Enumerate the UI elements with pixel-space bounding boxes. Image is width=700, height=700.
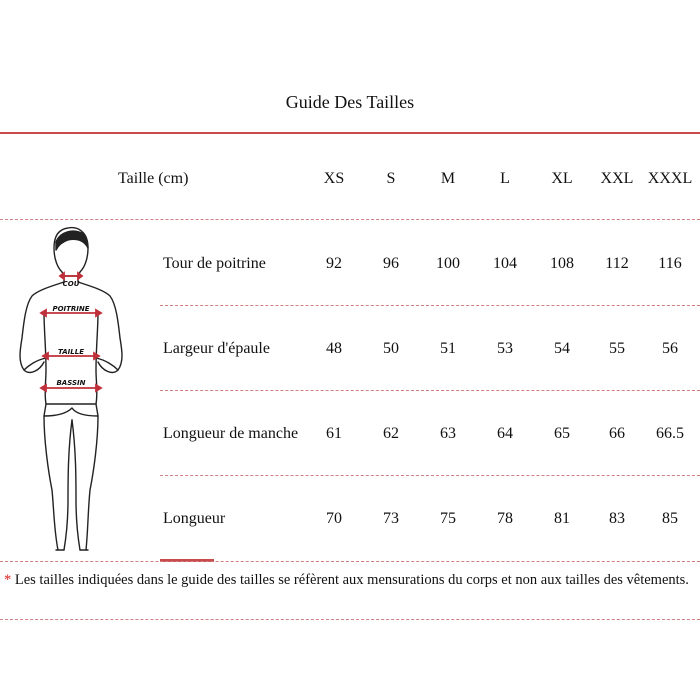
- measurement-value: 70: [326, 510, 342, 527]
- footnote-star: *: [4, 572, 12, 588]
- measurement-value: 108: [550, 255, 574, 272]
- measurement-value: 81: [554, 510, 570, 527]
- body-measurement-figure: [6, 220, 136, 565]
- measurement-value: 64: [497, 425, 513, 442]
- measurement-label: Largeur d'épaule: [163, 340, 270, 357]
- title-divider: [0, 132, 700, 134]
- body-outline-icon: [6, 220, 136, 565]
- measurement-value: 92: [326, 255, 342, 272]
- measurement-value: 112: [605, 255, 629, 272]
- measurement-value: 50: [383, 340, 399, 357]
- measurement-value: 78: [497, 510, 513, 527]
- page-title: Guide Des Tailles: [285, 92, 415, 112]
- size-header-label: Taille (cm): [118, 170, 189, 187]
- size-header-cell: XS: [323, 170, 345, 187]
- footnote-text: Les tailles indiquées dans le guide des tailles se réfèrent aux mensurations du corps et non aux tailles des vêtements.: [14, 572, 689, 588]
- size-header-cell: XXXL: [647, 170, 693, 187]
- measurement-value: 66: [609, 425, 625, 442]
- measurement-value: 100: [436, 255, 460, 272]
- size-header-cell: L: [500, 170, 510, 187]
- footnote: [4, 569, 698, 591]
- measurement-value: 55: [609, 340, 625, 357]
- measurement-value: 63: [440, 425, 456, 442]
- measurement-value: 54: [554, 340, 570, 357]
- measurement-value: 75: [440, 510, 456, 527]
- measurement-value: 73: [383, 510, 399, 527]
- measurement-value: 83: [609, 510, 625, 527]
- measurement-value: 56: [662, 340, 678, 357]
- row-divider: [160, 475, 700, 476]
- measurement-value: 104: [493, 255, 517, 272]
- row-divider: [160, 305, 700, 306]
- hips-label: BASSIN: [56, 379, 86, 387]
- measurement-value: 62: [383, 425, 399, 442]
- footer-divider: [0, 561, 700, 562]
- size-header-cell: XL: [551, 170, 573, 187]
- measurement-value: 61: [326, 425, 342, 442]
- measurement-value: 85: [662, 510, 678, 527]
- neck-label: COU: [62, 280, 80, 288]
- measurement-value: 116: [658, 255, 682, 272]
- size-header-cell: S: [386, 170, 396, 187]
- waist-label: TAILLE: [58, 348, 84, 356]
- row-divider: [160, 390, 700, 391]
- size-header-cell: XXL: [600, 170, 634, 187]
- measurement-label: Longueur de manche: [163, 425, 299, 442]
- size-header-cell: M: [440, 170, 456, 187]
- measurement-value: 51: [440, 340, 456, 357]
- measurement-value: 65: [554, 425, 570, 442]
- measurement-label: Tour de poitrine: [163, 255, 266, 272]
- measurement-label: Longueur: [163, 510, 226, 527]
- bottom-divider: [0, 619, 700, 620]
- measurement-value: 48: [326, 340, 342, 357]
- measurement-value: 66.5: [656, 425, 684, 442]
- chest-label: POITRINE: [52, 305, 90, 313]
- measurement-value: 96: [383, 255, 399, 272]
- measurement-value: 53: [497, 340, 513, 357]
